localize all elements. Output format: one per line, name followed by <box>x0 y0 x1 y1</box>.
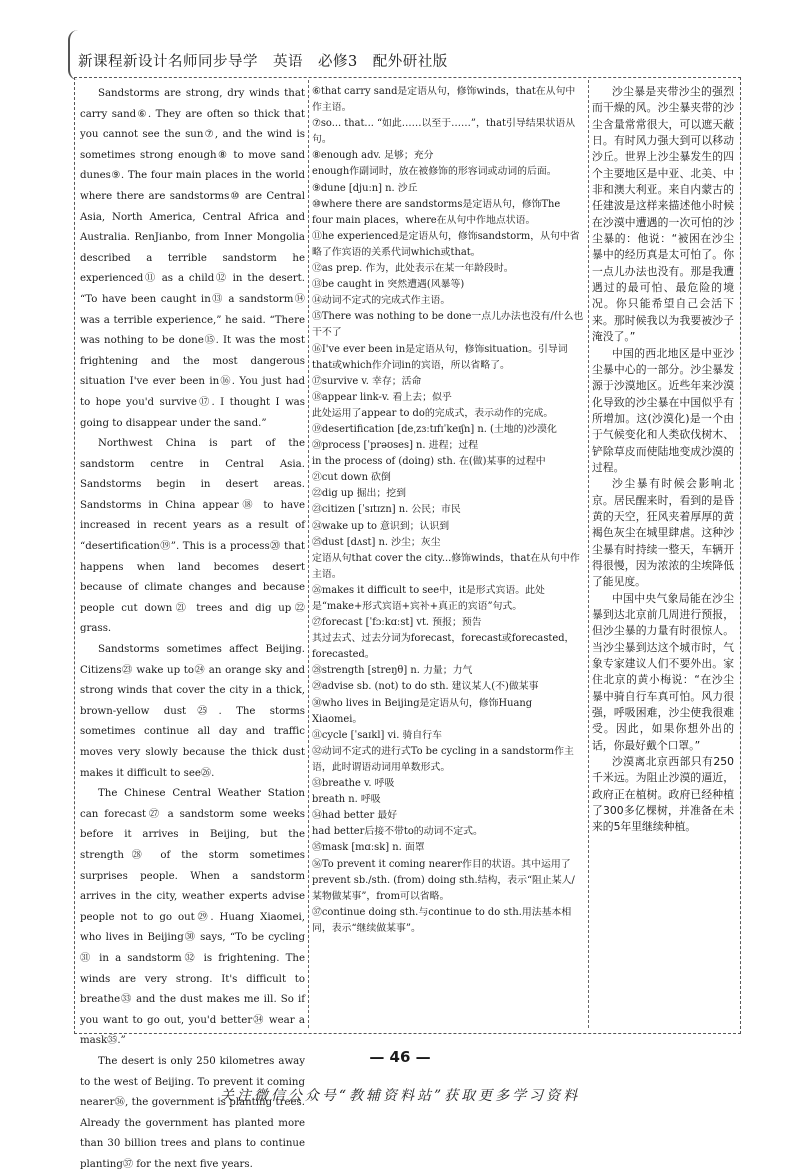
note-item: ㉖makes it difficult to see中，it是形式宾语。此处是“make+形式宾语+宾补+真正的宾语”句式。 <box>312 584 545 612</box>
notes-column <box>312 84 584 1029</box>
footer-notice: 关注微信公众号“教辅资料站”获取更多学习资料 <box>219 1088 581 1104</box>
translation-paragraph-4: 中国中央气象局能在沙尘暴到达北京前几周进行预报，但沙尘暴的力量有时很惊人。当沙尘暴到达这个城市时，气象专家建议人们不要外出。家住北京的黄小梅说：“在沙尘暴中骑自行车真可怕。风力很强，呼吸困难，沙尘使我很难受。因此，如果你想外出的话，你最好戴个口罩。” <box>592 591 734 752</box>
column-divider-2 <box>588 80 589 1028</box>
note-item: ㉙advise sb. (not) to do sth. 建议某人(不)做某事 <box>312 681 539 693</box>
note-item: ㉒dig up 掘出；挖到 <box>312 488 407 500</box>
note-item: ⑪he experienced是定语从句，修饰sandstorm，从句中省略了作宾语的关系代词which或that。 <box>312 230 580 258</box>
note-item: 定语从句that cover the city...修饰winds，that在从句中作主语。 <box>312 552 580 580</box>
note-item: ⑫as prep. 作为，此处表示在某一年龄段时。 <box>312 263 514 275</box>
note-item: ㉑cut down 砍倒 <box>312 472 391 484</box>
page-number: — 46 — <box>369 1048 431 1066</box>
note-item: breath n. 呼吸 <box>312 794 381 806</box>
note-item: in the process of (doing) sth. 在(做)某事的过程中 <box>312 456 546 468</box>
english-paragraph-3: Sandstorms sometimes affect Beijing. Citizens㉓ wake up to㉔ an orange sky and strong winds that cover the city in a thick, brown-yellow dust㉕. The storms sometimes continue all day and traffic moves very slowly because the thick dust makes it difficult to see㉖. <box>80 644 305 779</box>
english-paragraph-2: Northwest China is part of the sandstorm centre in Central Asia. Sandstorms begin in desert areas. Sandstorms in China appear⑱ to have increased in recent years as a result of “desertification⑲”. This is a process⑳ that happens when land becomes desert because of climate changes and because people cut down㉑ trees and dig up㉒ grass. <box>80 438 305 635</box>
note-item: ㉓citizen [ˈsɪtɪzn] n. 公民；市民 <box>312 504 461 516</box>
note-item: ⑳process [ˈprəʊses] n. 进程；过程 <box>312 440 479 452</box>
note-item: ㉚who lives in Beijing是定语从句，修饰Huang Xiaomei。 <box>312 697 533 725</box>
english-paragraph-4: The Chinese Central Weather Station can forecast㉗ a sandstorm some weeks before it arrives in Beijing, but the strength㉘ of the storm sometimes surprises people. When a sandstorm arrives in the city, weather experts advise people not to go out㉙. Huang Xiaomei, who lives in Beijing㉚ says, “To be cycling㉛ in a sandstorm㉜ is frightening. The winds are very strong. It's difficult to breathe㉝ and the dust makes me ill. So if you want to go out, you'd better㉞ wear a mask㉟.” <box>80 788 305 1047</box>
note-item: ⑮There was nothing to be done一点儿办法也没有/什么也干不了 <box>312 311 584 339</box>
note-item: ㉜动词不定式的进行式To be cycling in a sandstorm作主语，此时谓语动词用单数形式。 <box>312 745 574 773</box>
english-text-column <box>80 84 305 1170</box>
page-header: 新课程新设计名师同步导学 英语 必修3 配外研社版 <box>78 54 448 70</box>
english-paragraph-1: Sandstorms are strong, dry winds that carry sand⑥. They are often so thick that you cannot see the sun⑦, and the wind is sometimes strong enough⑧ to move sand dunes⑨. The four main places in the world where there are sandstorms⑩ are Central Asia, North America, Central Africa and Australia. RenJianbo, from Inner Mongolia described a terrible sandstorm he experienced⑪ as a child⑫ in the desert. “To have been caught in⑬ a sandstorm⑭ was a terrible experience,” he said. “There was nothing to be done⑮. It was the most frightening and the most dangerous situation I've ever been in⑯. You just had to hope you'd survive⑰. I thought I was going to disappear under the sand.” <box>80 88 305 429</box>
note-item: ⑨dune [djuːn] n. 沙丘 <box>312 182 418 194</box>
note-item: ㊲continue doing sth.与continue to do sth.用法基本相同，表示“继续做某事”。 <box>312 906 572 934</box>
note-item: ㊱To prevent it coming nearer作目的状语。其中运用了prevent sb./sth. (from) doing sth.结构，表示“阻止某人/某物做某事”，from可以省略。 <box>312 858 575 902</box>
note-item: ㉛cycle [ˈsaɪkl] vi. 骑自行车 <box>312 729 442 741</box>
note-item: ㉗forecast [ˈfɔːkɑːst] vt. 预报；预告 <box>312 617 482 629</box>
note-item: ㉟mask [mɑːsk] n. 面罩 <box>312 842 425 854</box>
note-item: 其过去式、过去分词为forecast，forecast或forecasted，forecasted。 <box>312 633 575 661</box>
note-item: ⑩where there are sandstorms是定语从句，修饰The four main places，where在从句中作地点状语。 <box>312 198 561 226</box>
note-item: ㉞had better 最好 <box>312 810 398 822</box>
translation-paragraph-1: 沙尘暴是夹带沙尘的强烈而干燥的风。沙尘暴夹带的沙尘含量常常很大，可以遮天蔽日。有时风力强大到可以移动沙丘。世界上沙尘暴发生的四个主要地区是中亚、北美、中非和澳大利亚。来自内蒙古的任建波是这样来描述他小时候在沙漠中遭遇的一次可怕的沙尘暴的：他说：“被困在沙尘暴中的经历真是太可怕了。你一点儿办法也没有。那是我遭遇过的最可怕、最危险的境况。你只能希望自己会活下来。那时候我以为我要被沙子淹没了。” <box>592 85 734 344</box>
note-item: ㉔wake up to 意识到；认识到 <box>312 520 450 532</box>
note-item: ㉝breathe v. 呼吸 <box>312 778 395 790</box>
translation-column <box>592 84 734 1029</box>
column-divider-1 <box>308 80 309 1028</box>
note-item: had better后接不带to的动词不定式。 <box>312 826 483 838</box>
note-item: 此处运用了appear to do的完成式，表示动作的完成。 <box>312 407 554 419</box>
note-item: ⑱appear link-v. 看上去；似乎 <box>312 391 452 403</box>
translation-paragraph-3: 沙尘暴有时候会影响北京。居民醒来时，看到的是昏黄的天空，狂风夹着厚厚的黄褐色灰尘在城里肆虐。这种沙尘暴有时持续一整天，车辆开得很慢，因为浓浓的尘埃降低了能见度。 <box>592 477 734 589</box>
note-item: ⑭动词不定式的完成式作主语。 <box>312 295 451 307</box>
note-item: ㉕dust [dʌst] n. 沙尘；灰尘 <box>312 536 441 548</box>
note-item: ⑬be caught in 突然遭遇(风暴等) <box>312 279 465 291</box>
note-item: ⑲desertification [deˌzɜːtɪfɪˈkeɪʃn] n. (土地的)沙漠化 <box>312 423 557 435</box>
note-item: ⑥that carry sand是定语从句，修饰winds，that在从句中作主语。 <box>312 86 576 114</box>
translation-paragraph-5: 沙漠离北京西部只有250千米远。为阻止沙漠的逼近，政府正在植树。政府已经种植了300多亿棵树，并准备在未来的5年里继续种植。 <box>592 755 734 834</box>
note-item: ⑧enough adv. 足够；充分 <box>312 150 434 162</box>
note-item: ⑦so... that... “如此……以至于……”，that引导结果状语从句。 <box>312 118 576 146</box>
note-item: ㉘strength [streŋθ] n. 力量；力气 <box>312 665 473 677</box>
note-item: ⑯I've ever been in是定语从句，修饰situation。引导词that或which作介词in的宾语，所以省略了。 <box>312 343 568 371</box>
note-item: enough作副词时，放在被修饰的形容词或动词的后面。 <box>312 166 557 178</box>
note-item: ⑰survive v. 幸存；活命 <box>312 375 422 387</box>
translation-paragraph-2: 中国的西北地区是中亚沙尘暴中心的一部分。沙尘暴发源于沙漠地区。近些年来沙漠化导致的沙尘暴在中国似乎有所增加。这(沙漠化)是一个由于气候变化和人类砍伐树木、铲除草皮而使陆地变成沙漠的过程。 <box>592 346 734 474</box>
english-paragraph-5: The desert is only 250 kilometres away to the west of Beijing. To prevent it coming nearer㊱, the government is planting trees. Already the government has planted more than 30 billion trees and plans to continue planting㊲ for the next five years. <box>80 1055 305 1170</box>
